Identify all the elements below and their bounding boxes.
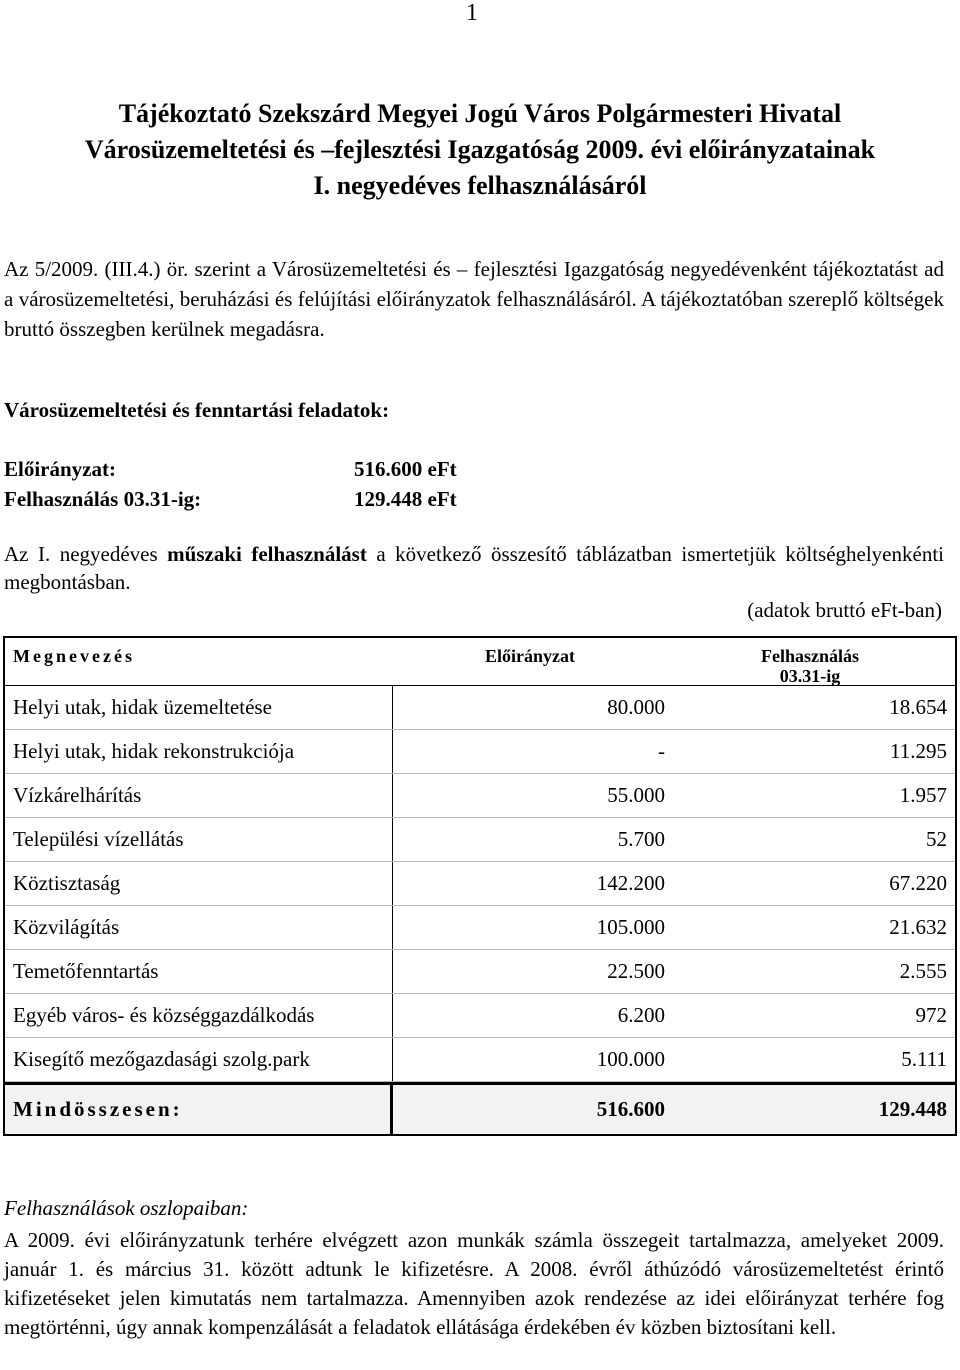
total-used: 129.448 bbox=[878, 1097, 947, 1121]
row-budget: 80.000 bbox=[607, 695, 665, 719]
table-row bbox=[5, 818, 955, 862]
title-line-3: I. negyedéves felhasználásáról bbox=[313, 171, 647, 200]
row-used: 972 bbox=[915, 1003, 947, 1027]
header-budget: Előirányzat bbox=[485, 646, 575, 666]
quarter-paragraph bbox=[4, 540, 944, 596]
row-used: 1.957 bbox=[899, 783, 947, 807]
table-row bbox=[5, 686, 955, 730]
quarter-text-bold: műszaki felhasználást bbox=[167, 542, 367, 566]
row-budget: 105.000 bbox=[596, 915, 665, 939]
table-row bbox=[5, 730, 955, 774]
section-heading: Városüzemeltetési és fenntartási feladatok: bbox=[4, 398, 390, 422]
intro-paragraph: Az 5/2009. (III.4.) ör. szerint a Városüzemeltetési és – fejlesztési Igazgatóság negyedévenként tájékoztatást ad a városüzemeltetési, beruházási és felújítási előirányzatok felhasználásáról. A tájékoztatóban szereplő költségek bruttó összegben kerülnek megadásra. bbox=[4, 257, 944, 341]
row-used: 67.220 bbox=[889, 871, 947, 895]
row-budget: 6.200 bbox=[617, 1003, 665, 1027]
summary-budget-label: Előirányzat: bbox=[4, 457, 116, 481]
row-used: 52 bbox=[926, 827, 947, 851]
row-name: Vízkárelhárítás bbox=[5, 774, 393, 817]
summary-budget-row bbox=[4, 454, 457, 484]
unit-note: (adatok bruttó eFt-ban) bbox=[747, 598, 942, 622]
row-budget: - bbox=[658, 739, 665, 763]
row-used: 18.654 bbox=[889, 695, 947, 719]
summary-budget-value: 516.600 eFt bbox=[354, 457, 457, 481]
total-budget: 516.600 bbox=[596, 1097, 665, 1121]
expenditure-table bbox=[3, 636, 957, 1136]
title-line-2: Városüzemeltetési és –fejlesztési Igazgatóság 2009. évi előirányzatainak bbox=[84, 135, 876, 164]
table-body bbox=[3, 686, 957, 1082]
header-used-line2: 03.31-ig bbox=[779, 666, 841, 686]
row-used: 2.555 bbox=[899, 959, 947, 983]
row-budget: 142.200 bbox=[596, 871, 665, 895]
table-row bbox=[5, 950, 955, 994]
header-used-line1: Felhasználás bbox=[761, 646, 860, 666]
summary-used-label: Felhasználás 03.31-ig: bbox=[4, 487, 202, 511]
budget-summary bbox=[4, 454, 457, 514]
row-name: Helyi utak, hidak rekonstrukciója bbox=[5, 730, 393, 773]
table-row bbox=[5, 1038, 955, 1082]
row-name: Köztisztaság bbox=[5, 862, 393, 905]
table-total-row bbox=[3, 1082, 957, 1136]
row-name: Közvilágítás bbox=[5, 906, 393, 949]
row-name: Egyéb város- és községgazdálkodás bbox=[5, 994, 393, 1037]
row-budget: 5.700 bbox=[617, 827, 665, 851]
row-name: Települési vízellátás bbox=[5, 818, 393, 861]
row-used: 5.111 bbox=[901, 1047, 947, 1071]
quarter-text-start: Az I. negyedéves bbox=[4, 542, 168, 566]
notes-body: A 2009. évi előirányzatunk terhére elvégzett azon munkák számla összegeit tartalmazza, amelyeket 2009. január 1. és március 31. között adtunk le kifizetésre. A 2008. évről áthúzódó városüzemeltetést érintő kifizetéseket jelen kimutatás nem tartalmazza. Amennyiben azok rendezése az idei előirányzat terhére fog megtörténni, úgy annak kompenzálását a feladatok ellátásága érdekében év közben biztosítani kell. bbox=[4, 1228, 944, 1339]
row-budget: 22.500 bbox=[607, 959, 665, 983]
summary-used-value: 129.448 eFt bbox=[354, 487, 457, 511]
row-used: 21.632 bbox=[889, 915, 947, 939]
row-name: Kisegítő mezőgazdasági szolg.park bbox=[5, 1038, 393, 1081]
table-row bbox=[5, 994, 955, 1038]
header-used bbox=[761, 646, 859, 686]
row-budget: 55.000 bbox=[607, 783, 665, 807]
row-name: Temetőfenntartás bbox=[5, 950, 393, 993]
row-budget: 100.000 bbox=[596, 1047, 665, 1071]
document-title bbox=[0, 96, 960, 204]
table-row bbox=[5, 906, 955, 950]
table-row bbox=[5, 774, 955, 818]
total-label: Mindösszesen: bbox=[5, 1085, 393, 1134]
row-name: Helyi utak, hidak üzemeltetése bbox=[5, 686, 393, 729]
header-name: Megnevezés bbox=[13, 646, 135, 666]
table-row bbox=[5, 862, 955, 906]
page-number: 1 bbox=[466, 0, 478, 26]
row-used: 11.295 bbox=[890, 739, 947, 763]
quarter-text-end: a következő összesítő táblázatban ismertetjük költséghelyenkénti megbontásban. bbox=[4, 542, 944, 594]
notes-title: Felhasználások oszlopaiban: bbox=[4, 1196, 249, 1220]
summary-used-row bbox=[4, 484, 457, 514]
table-header bbox=[3, 636, 957, 686]
title-line-1: Tájékoztató Szekszárd Megyei Jogú Város Polgármesteri Hivatal bbox=[118, 99, 842, 128]
